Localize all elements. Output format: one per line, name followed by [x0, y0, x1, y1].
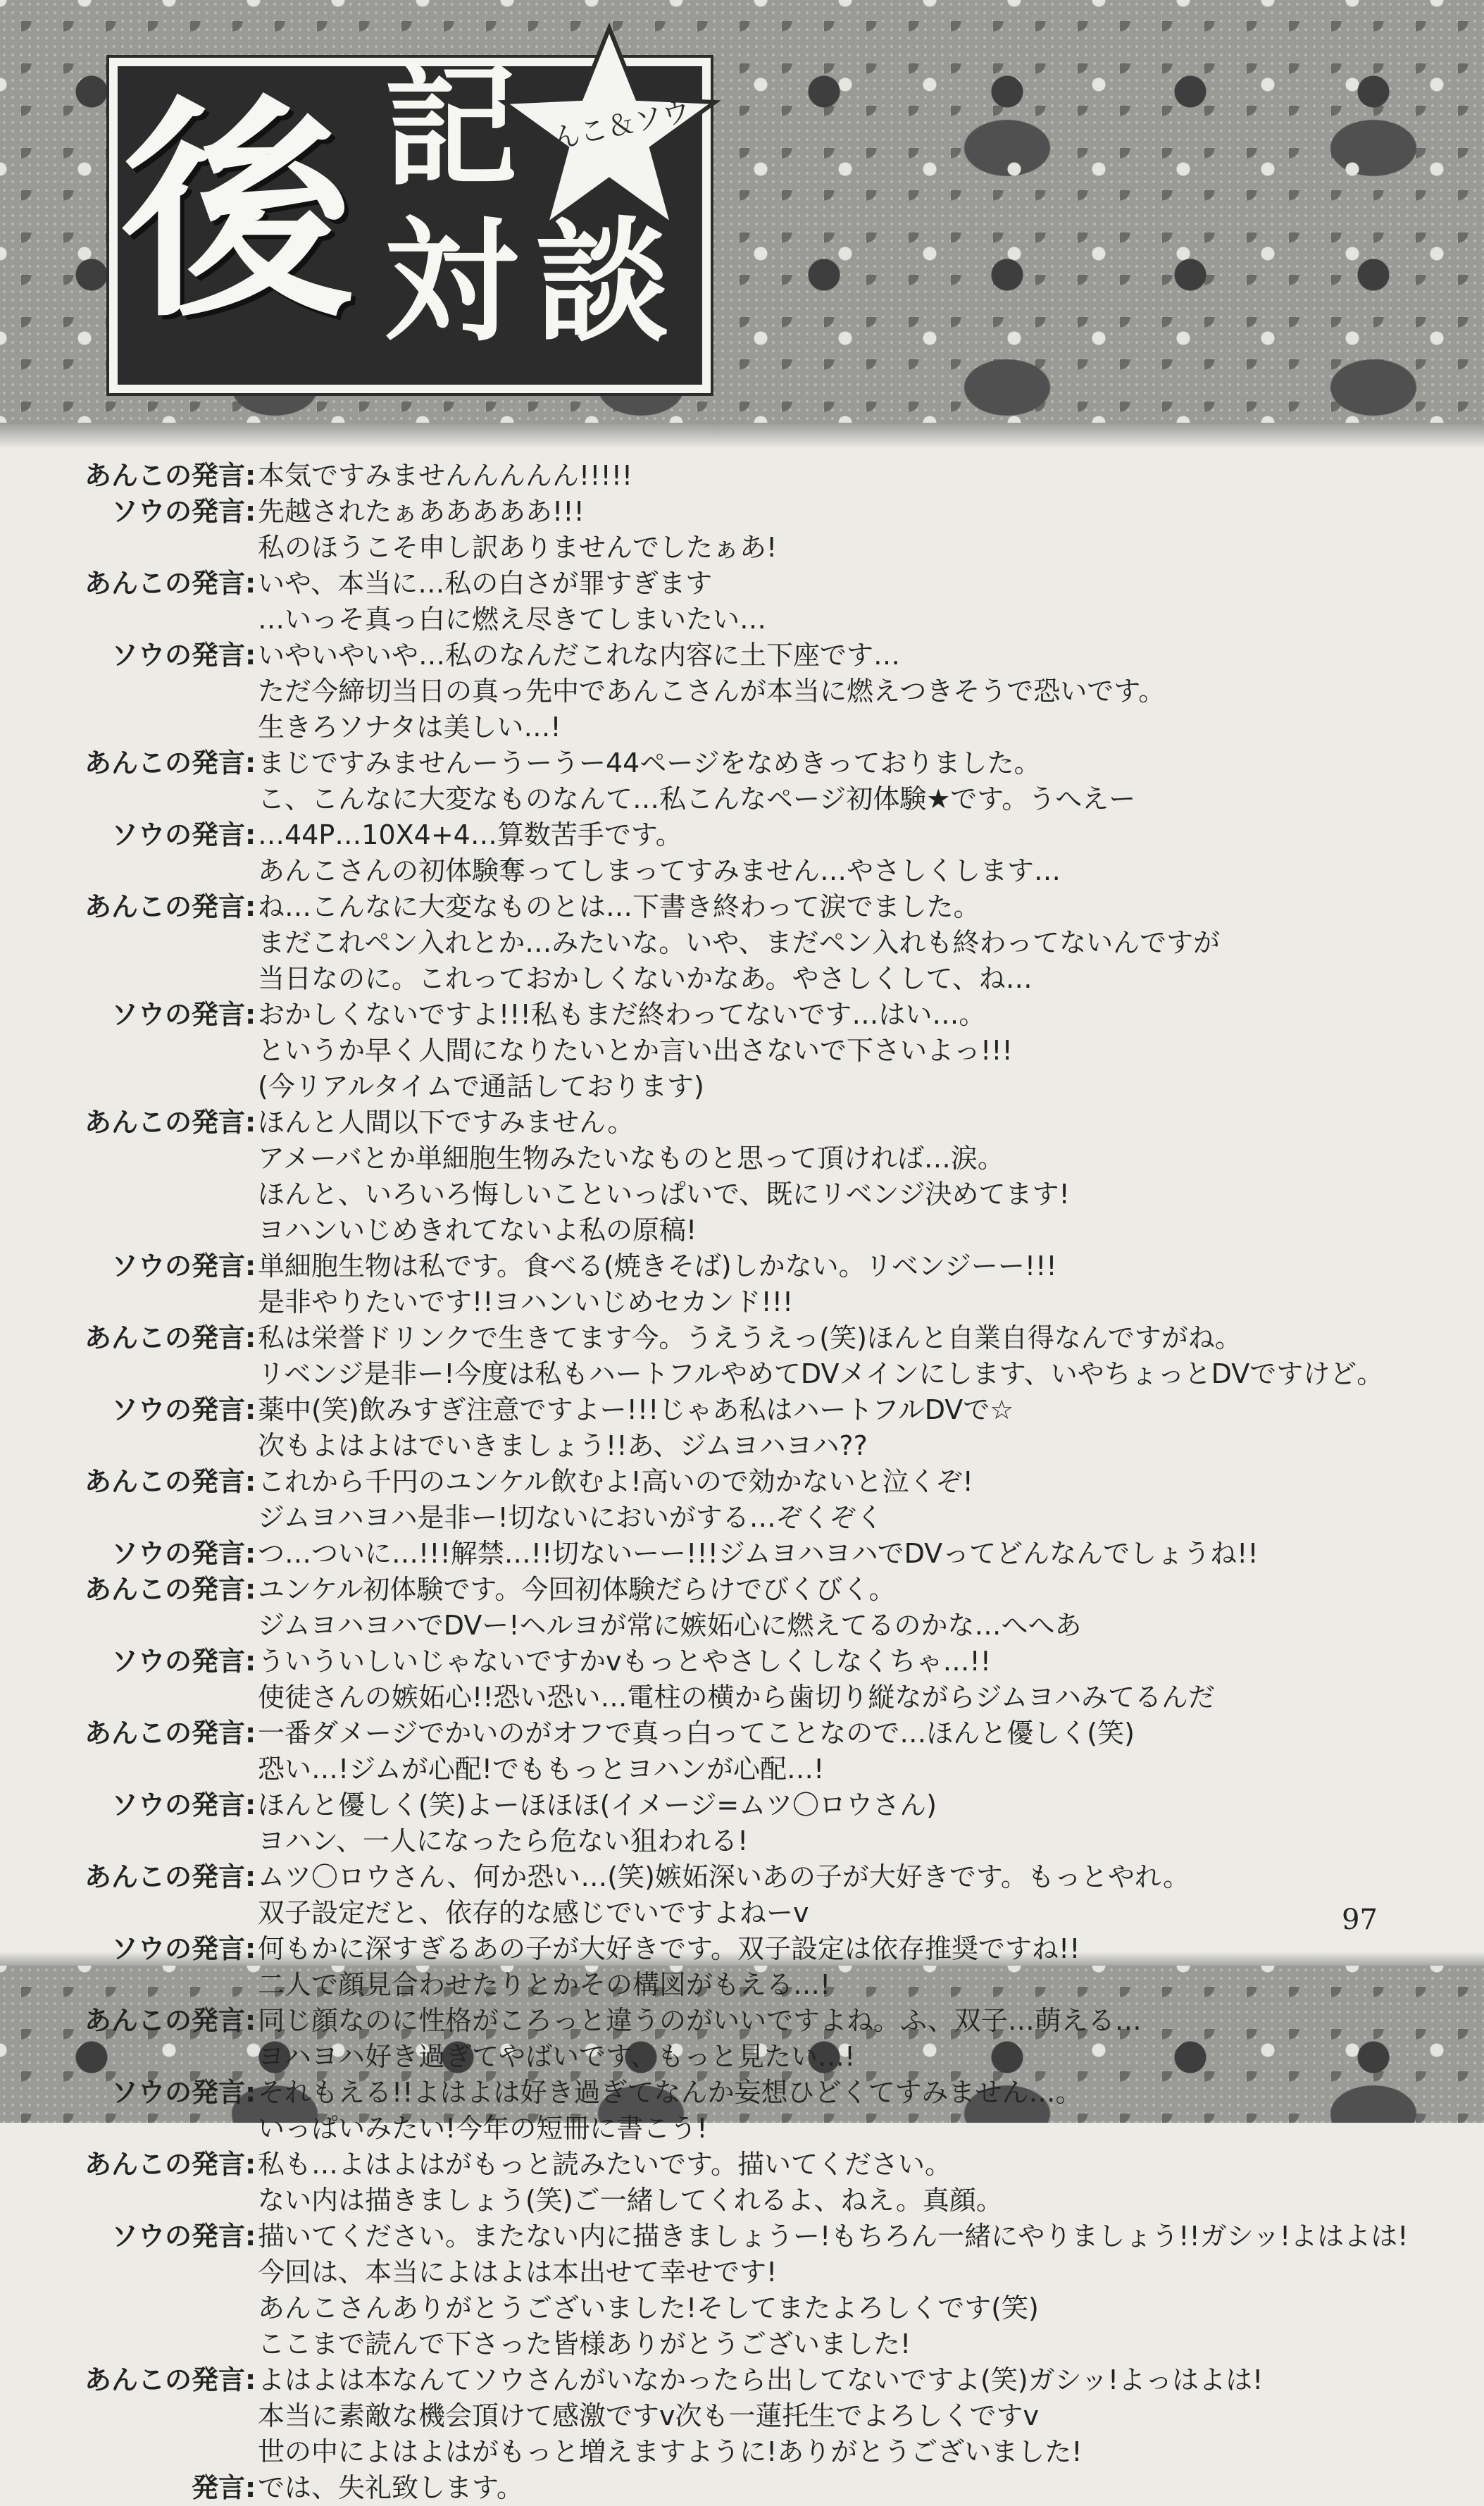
speaker-label	[63, 1069, 245, 1105]
dialogue-row	[63, 566, 1402, 602]
speaker-label: ソウの発言	[111, 2077, 245, 2108]
dialogue-text: ただ今締切当日の真っ先中であんこさんが本当に燃えつきそうで恐いです。	[258, 676, 1166, 707]
speaker-colon	[245, 925, 258, 961]
speaker-label	[63, 602, 245, 638]
dialogue-row	[63, 1787, 1402, 1823]
speaker-label	[63, 2398, 245, 2434]
dialogue-text: リベンジ是非ー!今度は私もハートフルやめてDVメインにします、いやちょっとDVですけど。	[258, 1358, 1384, 1389]
dialogue-row	[63, 2183, 1402, 2219]
speaker-colon	[245, 2326, 258, 2362]
speaker-label: ソウの発言	[111, 2221, 245, 2252]
dialogue-row	[63, 1608, 1402, 1644]
dialogue	[63, 458, 1409, 2506]
dialogue-text: 今回は、本当によはよは本出せて幸せです!	[258, 2257, 778, 2288]
speaker-colon: :	[245, 2005, 256, 2036]
speaker-colon: :	[245, 496, 256, 527]
speaker-label: あんこの発言	[84, 2364, 245, 2395]
star-handwriting: あんこ＆ソウ	[521, 94, 694, 162]
dialogue-row	[63, 2075, 1402, 2111]
speaker-colon: :	[245, 2364, 256, 2395]
dialogue-text: おかしくないですよ!!!私もまだ終わってないです…はい…。	[258, 999, 986, 1030]
dialogue-text: ほんと、いろいろ悔しいこといっぱいで、既にリベンジ決めてます!	[258, 1179, 1070, 1210]
dialogue-text: 使徒さんの嫉妬心!!恐い恐い…電柱の横から歯切り縦ながらジムヨハみてるんだ	[258, 1682, 1215, 1713]
speaker-label	[63, 709, 245, 745]
speaker-label: ソウの発言	[111, 1646, 245, 1677]
dialogue-text: 生きろソナタは美しい…!	[258, 712, 561, 743]
dialogue-row	[63, 602, 1402, 638]
dialogue-row	[63, 817, 1402, 853]
speaker-label: あんこの発言	[84, 891, 245, 922]
speaker-label: あんこの発言	[84, 2005, 245, 2036]
speaker-label	[63, 2254, 245, 2290]
speaker-label	[63, 1967, 245, 2003]
speaker-label: ソウの発言	[111, 640, 245, 671]
dialogue-row	[63, 1823, 1402, 1859]
dialogue-text: つ…ついに…!!!解禁…!!切ないーー!!!ジムヨハヨハでDVってどんなんでしょうね!!	[258, 1538, 1259, 1569]
speaker-colon: :	[245, 748, 256, 779]
dialogue-row	[63, 674, 1402, 709]
speaker-colon: :	[245, 460, 256, 491]
speaker-colon	[245, 2111, 258, 2147]
speaker-colon	[245, 1356, 258, 1392]
dialogue-row	[63, 2398, 1402, 2434]
dialogue-text: 当日なのに。これっておかしくないかなあ。やさしくして、ね…	[258, 963, 1033, 994]
speaker-colon	[245, 1033, 258, 1069]
dialogue-text: 一番ダメージでかいのがオフで真っ白ってことなので…ほんと優しく(笑)	[258, 1718, 1135, 1749]
title-char-1: 後	[121, 75, 354, 348]
dialogue-row	[63, 1716, 1402, 1751]
speaker-colon	[245, 2183, 258, 2219]
speaker-colon: :	[245, 891, 256, 922]
dialogue-text: まだこれペン入れとか…みたいな。いや、まだペン入れも終わってないんですが	[258, 927, 1221, 958]
dialogue-text: こ、こんなに大変なものなんて…私こんなページ初体験★です。うへえー	[258, 783, 1136, 814]
speaker-label: あんこの発言	[84, 748, 245, 779]
speaker-colon	[245, 2290, 258, 2326]
dialogue-row	[63, 1212, 1402, 1248]
dialogue-text: 単細胞生物は私です。食べる(焼きそば)しかない。リベンジーー!!!	[258, 1251, 1057, 1282]
dialogue-text: 私のほうこそ申し訳ありませんでしたぁあ!	[258, 532, 778, 563]
dialogue-text: アメーバとか単細胞生物みたいなものと思って頂ければ…涙。	[258, 1143, 1004, 1174]
speaker-colon: :	[245, 999, 256, 1030]
dialogue-row	[63, 1859, 1402, 1895]
speaker-label: ソウの発言	[111, 819, 245, 850]
dialogue-row	[63, 1931, 1402, 1967]
speaker-colon	[245, 1967, 258, 2003]
speaker-colon: :	[245, 1322, 256, 1353]
speaker-label: あんこの発言	[84, 1466, 245, 1497]
dialogue-row	[63, 1895, 1402, 1931]
speaker-colon	[245, 2039, 258, 2075]
speaker-colon	[245, 1428, 258, 1464]
speaker-colon: :	[245, 1789, 256, 1820]
speaker-colon: :	[245, 1107, 256, 1138]
dialogue-text: ほんと優しく(笑)よーほほほ(イメージ=ムツ〇ロウさん)	[258, 1789, 937, 1820]
dialogue-row	[63, 1751, 1402, 1787]
dialogue-text: 次もよはよはでいきましょう!!あ、ジムヨハヨハ??	[258, 1430, 868, 1461]
speaker-label: ソウの発言	[111, 999, 245, 1030]
dialogue-row	[63, 961, 1402, 997]
dialogue-text: いやいやいや…私のなんだこれな内容に土下座です…	[258, 640, 901, 671]
dialogue-text: ない内は描きましょう(笑)ご一緒してくれるよ、ねえ。真顔。	[258, 2185, 1003, 2216]
speaker-colon: :	[245, 1574, 256, 1605]
dialogue-text: よはよは本なんてソウさんがいなかったら出してないですよ(笑)ガシッ!よっはよは!	[258, 2364, 1264, 2395]
dialogue-row	[63, 530, 1402, 566]
speaker-label: ソウの発言	[111, 1251, 245, 1282]
speaker-colon	[245, 1284, 258, 1320]
dialogue-text: ジムヨハヨハでDVー!ヘルヨが常に嫉妬心に燃えてるのかな…へへあ	[258, 1610, 1082, 1641]
dialogue-row	[63, 1428, 1402, 1464]
speaker-label	[63, 2111, 245, 2147]
dialogue-row	[63, 1069, 1402, 1105]
speaker-label	[63, 1212, 245, 1248]
speaker-label	[63, 1141, 245, 1177]
dialogue-text: 双子設定だと、依存的な感じでいですよねーv	[258, 1897, 809, 1928]
title-char-4: 談	[535, 203, 670, 360]
speaker-label: あんこの発言	[84, 1718, 245, 1749]
speaker-colon	[245, 1212, 258, 1248]
speaker-label	[63, 2039, 245, 2075]
pattern-fade-top	[0, 423, 1484, 448]
speaker-colon	[245, 530, 258, 566]
dialogue-text: ヨハヨハ好き過ぎてやばいです、もっと見たい…!	[258, 2041, 856, 2072]
dialogue-row	[63, 2470, 1402, 2506]
speaker-label: ソウの発言	[111, 1394, 245, 1425]
speaker-label: あんこの発言	[84, 2149, 245, 2180]
speaker-colon	[245, 781, 258, 817]
speaker-colon	[245, 1608, 258, 1644]
dialogue-text: 本当に素敵な機会頂けて感激ですv次も一蓮托生でよろしくですv	[258, 2400, 1039, 2431]
dialogue-row	[63, 2290, 1402, 2326]
speaker-colon	[245, 709, 258, 745]
speaker-colon: :	[245, 2077, 256, 2108]
dialogue-row	[63, 1284, 1402, 1320]
speaker-label	[63, 530, 245, 566]
dialogue-row	[63, 1141, 1402, 1177]
dialogue-row	[63, 745, 1402, 781]
speaker-label	[63, 781, 245, 817]
dialogue-row	[63, 638, 1402, 674]
title-char-2: 記	[384, 48, 518, 205]
speaker-colon	[245, 2434, 258, 2470]
dialogue-row	[63, 1356, 1402, 1392]
dialogue-text: …44P…10X4+4…算数苦手です。	[258, 819, 682, 850]
speaker-colon	[245, 1069, 258, 1105]
speaker-colon	[245, 674, 258, 709]
dialogue-text: ユンケル初体験です。今回初体験だらけでびくびく。	[258, 1574, 896, 1605]
dialogue-text: 何もかに深すぎるあの子が大好きです。双子設定は依存推奨ですね!!	[258, 1933, 1080, 1964]
speaker-label: あんこの発言	[84, 568, 245, 599]
speaker-label: ソウの発言	[111, 1933, 245, 1964]
speaker-label	[63, 1680, 245, 1716]
dialogue-row	[63, 925, 1402, 961]
dialogue-row	[63, 458, 1402, 494]
dialogue-row	[63, 2003, 1402, 2039]
dialogue-row	[63, 1105, 1402, 1141]
speaker-label: あんこの発言	[84, 1107, 245, 1138]
dialogue-row	[63, 2326, 1402, 2362]
dialogue-text: 是非やりたいです!!ヨハンいじめセカンド!!!	[258, 1286, 794, 1317]
dialogue-text: 私も…よはよはがもっと読みたいです。描いてください。	[258, 2149, 952, 2180]
dialogue-text: ヨハン、一人になったら危ない狙われる!	[258, 1825, 749, 1856]
speaker-label	[63, 2326, 245, 2362]
dialogue-text: ジムヨハヨハ是非ー!切ないにおいがする…ぞくぞく	[258, 1502, 883, 1533]
speaker-label	[63, 1284, 245, 1320]
dialogue-text: …いっそ真っ白に燃え尽きてしまいたい…	[258, 604, 767, 635]
dialogue-text: いっぱいみたい!今年の短冊に書こう!	[258, 2113, 708, 2144]
speaker-label	[63, 2290, 245, 2326]
dialogue-text: 本気ですみませんんんんん!!!!!	[258, 460, 633, 491]
speaker-colon: :	[245, 1538, 256, 1569]
dialogue-row	[63, 1680, 1402, 1716]
dialogue-text: 私は栄誉ドリンクで生きてます今。うえうえっ(笑)ほんと自業自得なんですがね。	[258, 1322, 1242, 1353]
speaker-colon: :	[245, 1466, 256, 1497]
speaker-colon: :	[245, 1933, 256, 1964]
title-char-3: 対	[384, 203, 518, 360]
star-icon	[493, 21, 725, 232]
speaker-colon	[245, 1177, 258, 1212]
dialogue-text: ほんと人間以下ですみません。	[258, 1107, 635, 1138]
dialogue-row	[63, 1536, 1402, 1572]
dialogue-text: ういういしいじゃないですかvもっとやさしくしなくちゃ…!!	[258, 1646, 991, 1677]
dialogue-row	[63, 1320, 1402, 1356]
speaker-label	[63, 2434, 245, 2470]
speaker-colon: :	[245, 2221, 256, 2252]
speaker-label	[63, 1177, 245, 1212]
speaker-label: ソウの発言	[111, 1538, 245, 1569]
dialogue-row	[63, 1033, 1402, 1069]
dialogue-row	[63, 781, 1402, 817]
speaker-label	[63, 1895, 245, 1931]
dialogue-row	[63, 1644, 1402, 1680]
speaker-colon: :	[245, 2472, 256, 2503]
dialogue-row	[63, 997, 1402, 1033]
dialogue-row	[63, 1248, 1402, 1284]
dialogue-row	[63, 2219, 1409, 2254]
dialogue-text: あんこさんの初体験奪ってしまってすみません…やさしくします…	[258, 855, 1061, 886]
speaker-label	[63, 674, 245, 709]
speaker-colon	[245, 1680, 258, 1716]
speaker-label: あんこの発言	[84, 1574, 245, 1605]
dialogue-text: 二人で顔見合わせたりとかその構図がもえる…!	[258, 1969, 831, 2000]
speaker-label	[63, 1033, 245, 1069]
dialogue-text: 世の中によはよはがもっと増えますように!ありがとうございました!	[258, 2436, 1083, 2467]
dialogue-text: 先越されたぁあああああ!!!	[258, 496, 585, 527]
dialogue-text: 恐い…!ジムが心配!でももっとヨハンが心配…!	[258, 1754, 825, 1785]
dialogue-row	[63, 1500, 1402, 1536]
speaker-label: あんこの発言	[84, 1861, 245, 1892]
dialogue-text: 薬中(笑)飲みすぎ注意ですよー!!!じゃあ私はハートフルDVで☆	[258, 1394, 1014, 1425]
dialogue-text: これから千円のユンケル飲むよ!高いので効かないと泣くぞ!	[258, 1466, 973, 1497]
speaker-label: あんこの発言	[84, 1322, 245, 1353]
dialogue-row	[63, 1177, 1402, 1212]
speaker-colon	[245, 2254, 258, 2290]
dialogue-text: それもえる!!よはよは好き過ぎてなんか妄想ひどくてすみません…。	[258, 2077, 1083, 2108]
speaker-label: 発言	[191, 2472, 245, 2503]
page-number: 97	[1342, 1904, 1378, 1936]
speaker-colon: :	[245, 1646, 256, 1677]
speaker-colon	[245, 1895, 258, 1931]
dialogue-text: ヨハンいじめきれてないよ私の原稿!	[258, 1215, 697, 1246]
dialogue-row	[63, 853, 1402, 889]
dialogue-text: 同じ顔なのに性格がころっと違うのがいいですよね。ふ、双子…萌える…	[258, 2005, 1142, 2036]
dialogue-row	[63, 2147, 1402, 2183]
dialogue-row	[63, 2434, 1402, 2470]
speaker-colon: :	[245, 568, 256, 599]
speaker-colon	[245, 1141, 258, 1177]
dialogue-text: (今リアルタイムで通話しております)	[258, 1071, 704, 1102]
speaker-label	[63, 853, 245, 889]
speaker-label	[63, 2183, 245, 2219]
speaker-colon	[245, 853, 258, 889]
speaker-label	[63, 1608, 245, 1644]
dialogue-row	[63, 2254, 1402, 2290]
speaker-label	[63, 961, 245, 997]
speaker-label	[63, 1356, 245, 1392]
speaker-colon: :	[245, 640, 256, 671]
speaker-colon	[245, 2398, 258, 2434]
dialogue-row	[63, 1967, 1402, 2003]
speaker-colon	[245, 1500, 258, 1536]
speaker-colon: :	[245, 1394, 256, 1425]
speaker-colon: :	[245, 819, 256, 850]
speaker-label: ソウの発言	[111, 496, 245, 527]
speaker-label	[63, 1428, 245, 1464]
speaker-label	[63, 925, 245, 961]
dialogue-text: ムツ〇ロウさん、何か恐い…(笑)嫉妬深いあの子が大好きです。もっとやれ。	[258, 1861, 1190, 1892]
speaker-colon	[245, 1751, 258, 1787]
dialogue-text: いや、本当に…私の白さが罪すぎます	[258, 568, 713, 599]
speaker-colon: :	[245, 2149, 256, 2180]
dialogue-row	[63, 889, 1402, 925]
speaker-colon	[245, 961, 258, 997]
speaker-label	[63, 1751, 245, 1787]
speaker-colon: :	[245, 1251, 256, 1282]
speaker-label: あんこの発言	[84, 460, 245, 491]
speaker-colon: :	[245, 1718, 256, 1749]
dialogue-row	[63, 2039, 1402, 2075]
dialogue-text: まじですみませんーうーうー44ページをなめきっておりました。	[258, 748, 1041, 779]
dialogue-row	[63, 2362, 1402, 2398]
speaker-colon	[245, 1823, 258, 1859]
speaker-colon	[245, 602, 258, 638]
speaker-label	[63, 1500, 245, 1536]
speaker-colon: :	[245, 1861, 256, 1892]
dialogue-row	[63, 709, 1402, 745]
dialogue-row	[63, 1572, 1402, 1608]
dialogue-text: というか早く人間になりたいとか言い出さないで下さいよっ!!!	[258, 1035, 1013, 1066]
dialogue-row	[63, 494, 1402, 530]
dialogue-text: ここまで読んで下さった皆様ありがとうございました!	[258, 2328, 911, 2359]
dialogue-text: ね…こんなに大変なものとは…下書き終わって涙でました。	[258, 891, 980, 922]
dialogue-text: 描いてください。またない内に描きましょうー!もちろん一緒にやりましょう!!ガシッ!よはよは!	[258, 2221, 1409, 2252]
speaker-label: ソウの発言	[111, 1789, 245, 1820]
dialogue-row	[63, 2111, 1402, 2147]
dialogue-row	[63, 1392, 1402, 1428]
speaker-label	[63, 1823, 245, 1859]
dialogue-text: あんこさんありがとうございました!そしてまたよろしくです(笑)	[258, 2293, 1039, 2324]
dialogue-text: では、失礼致します。	[258, 2472, 523, 2503]
dialogue-row	[63, 1464, 1402, 1500]
